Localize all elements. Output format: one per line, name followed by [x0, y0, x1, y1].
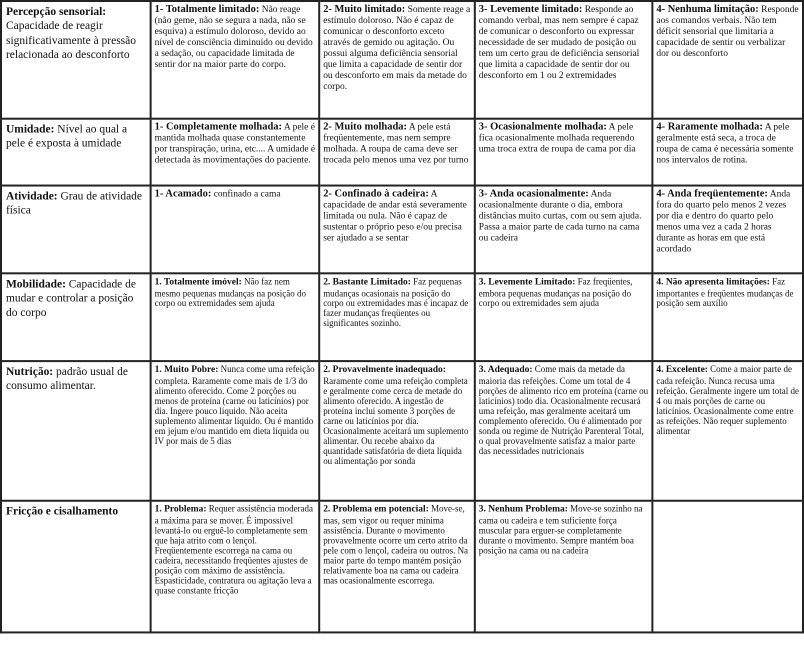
score-description: Raramente come uma refeição completa e geralmente come cerca de metade do alimento oferecido. A ingestão de proteína inclui somente 3 porções de carne ou laticínios por dia. Ocasionalmente aceitará um suplemento alimentar. Ou recebe abaixo da quantidade satisfatória de dieta líquida ou alimentação por sonda: [323, 375, 469, 467]
category-description: Grau de atividade física: [5, 190, 143, 217]
score-title: 3. Levemente Limitado:: [478, 277, 576, 288]
score-cell-4: [652, 273, 803, 361]
score-description: Anda fora do quarto pelo menos 2 vezes por dia e dentro do quarto pelo menos uma vez a cada 2 horas durante as horas em que está acordado: [656, 189, 791, 255]
score-cell-1: [151, 186, 320, 274]
score-title: 2- Muito limitado:: [323, 3, 406, 15]
score-title: 4- Nenhuma limitação:: [656, 3, 759, 15]
score-title: 2. Bastante Limitado:: [323, 277, 411, 288]
score-title: 3- Anda ocasionalmente:: [478, 188, 589, 200]
category-cell: [1, 119, 151, 186]
score-cell-3: [475, 273, 653, 361]
table-row-sensory-perception: [1, 1, 803, 119]
category-description: Capacidade de mudar e controlar a posição do corpo: [5, 278, 136, 319]
score-title: 2. Provavelmente inadequado:: [323, 365, 446, 376]
score-title: 1. Totalmente imóvel:: [154, 277, 242, 288]
score-title: 2- Confinado à cadeira:: [323, 188, 429, 200]
table-row-friction-shear: [1, 501, 803, 633]
score-title: 2- Muito molhada:: [323, 121, 407, 133]
category-name: Fricção e cisalhamento: [5, 505, 119, 518]
score-cell-2: [319, 119, 475, 186]
category-cell: [1, 186, 151, 274]
score-description: A pele é mantida molhada quase constantemente por transpiração, urina, etc.... A umidade é detectada às movimentações do paciente.: [154, 122, 316, 166]
category-cell: [1, 501, 151, 633]
score-description: Responde aos comandos verbais. Não tem déficit sensorial que limitaria a capacidade de sentir ou verbalizar dor ou desconforto: [656, 4, 799, 59]
score-cell-4-empty: [652, 501, 803, 633]
score-title: 4. Não apresenta limitações:: [656, 277, 770, 288]
table-row-nutrition: [1, 361, 803, 501]
table-row-moisture: [1, 119, 803, 186]
score-title: 3- Ocasionalmente molhada:: [478, 121, 607, 133]
score-description: Faz importantes e freqüentes mudanças de posição sem auxílio: [656, 276, 794, 308]
score-title: 2. Problema em potencial:: [323, 504, 429, 515]
score-description: Responde ao comando verbal, mas nem sempre é capaz de comunicar o desconforto ou expressar necessidade de ser mudado de posição ou tem um certo grau de deficiência sensorial que limita a capacidade de sentir dor ou desconforto em 1 ou 2 extremidades: [478, 4, 640, 81]
score-cell-1: [151, 119, 320, 186]
score-cell-2: [319, 501, 475, 633]
score-cell-4: [652, 186, 803, 274]
score-cell-2: [319, 186, 475, 274]
score-cell-1: [151, 501, 320, 633]
category-cell: [1, 361, 151, 501]
score-title: 3. Adequado:: [478, 365, 533, 376]
category-cell: [1, 273, 151, 361]
score-title: 1- Totalmente limitado:: [154, 3, 260, 15]
category-name: Nutrição:: [5, 366, 54, 379]
category-description: Nível ao qual a pele é exposta à umidade: [5, 123, 128, 151]
score-description: Come mais da metade da maioria das refeições. Come um total de 4 porções de alimento rico em proteína (carne ou laticínios) todo dia. Ocasionalmente recusará uma refeição, mas geralmente aceitará um complemento oferecido. Ou é alimentado por sonda ou regime de Nutrição Parenteral Total, o qual provavelmente satisfaz a maior parte das necessidades nutricionais: [478, 364, 649, 457]
score-cell-1: [151, 361, 320, 501]
category-name: Mobilidade:: [5, 278, 66, 291]
score-title: 4- Raramente molhada:: [656, 121, 763, 133]
score-description: Faz freqüentes, embora pequenas mudanças na posição do corpo ou extremidades sem ajuda: [478, 276, 633, 308]
category-name: Umidade:: [5, 123, 55, 136]
score-cell-2: [319, 1, 475, 119]
score-description: confinado a cama: [213, 189, 281, 200]
score-cell-3: [475, 501, 653, 633]
score-description: A pele está freqüentemente, mas nem sempre molhada. A roupa de cama deve ser trocada pelo menos uma vez por turno: [323, 122, 469, 166]
score-cell-3: [475, 119, 653, 186]
score-description: Requer assistência moderada a máxima para se mover. É impossível levantá-lo ou erguê-lo completamente sem que haja atrito com o lençol. Freqüentemente escorrega na cama ou cadeira, necessitando freqüentes ajustes de posição com máximo de assistência. Espasticidade, contratura ou agitação leva a quase constante fricção: [154, 503, 314, 596]
score-description: Come a maior parte de cada refeição. Nunca recusa uma refeição. Geralmente ingere um total de 4 ou mais porções de carne ou laticínios. Ocasionalmente come entre as refeições. Não requer suplemento alimentar: [656, 364, 799, 436]
score-cell-3: [475, 186, 653, 274]
score-cell-1: [151, 1, 320, 119]
score-title: 1- Completamente molhada:: [154, 121, 283, 133]
score-cell-4: [652, 119, 803, 186]
score-cell-2: [319, 361, 475, 501]
score-description: A pele geralmente está seca, a troca de roupa de cama é necessária somente nos intervalos de rotina.: [656, 122, 794, 166]
category-description: Capacidade de reagir significativamente à pressão relacionada ao desconforto: [5, 20, 136, 61]
score-title: 3. Nenhum Problema:: [478, 504, 568, 515]
score-description: Move-se sozinho na cama ou cadeira e tem suficiente força muscular para erguer-se completamente durante o movimento. Sempre mantém boa posição na cama ou na cadeira: [478, 503, 643, 556]
score-cell-3: [475, 361, 653, 501]
table-row-activity: [1, 186, 803, 274]
table-row-mobility: [1, 273, 803, 361]
score-cell-4: [652, 1, 803, 119]
category-cell: [1, 1, 151, 119]
score-description: Nunca come uma refeição completa. Raramente come mais de 1/3 do alimento oferecido. Come 2 porções ou menos de proteína (carne ou laticínios) por dia. Ingere pouco líquido. Não aceita suplemento alimentar líquido. Ou é mantido em jejum e/ou mantido em dieta líquida ou IV por mais de 5 dias: [154, 364, 315, 446]
score-description: Move-se, mas, sem vigor ou requer mínima assistência. Durante o movimento provavelmente ocorre um certo atrito da pele com o lençol, cadeira ou outros. Na maior parte do tempo mantém posição relativamente boa na cama ou cadeira mas ocasionalmente escorrega.: [323, 503, 469, 586]
score-cell-2: [319, 273, 475, 361]
score-title: 4- Anda freqüentemente:: [656, 188, 768, 200]
category-name: Percepção sensorial:: [5, 5, 107, 18]
score-cell-3: [475, 1, 653, 119]
category-name: Atividade:: [5, 190, 58, 203]
category-description: padrão usual de consumo alimentar.: [5, 366, 128, 393]
score-title: 3- Levemente limitado:: [478, 3, 583, 15]
score-description: Anda ocasionalmente durante o dia, embora distâncias muito curtas, com ou sem ajuda. Passa a maior parte de cada turno na cama ou cadeira: [478, 189, 642, 244]
score-title: 1- Acamado:: [154, 188, 212, 200]
score-cell-4: [652, 361, 803, 501]
score-description: A capacidade de andar está severamente limitada ou nula. Não é capaz de sustentar o próprio peso e/ou precisa ser ajudado a se sentar: [323, 189, 467, 244]
score-title: 1. Problema:: [154, 504, 207, 515]
score-title: 4. Excelente:: [656, 365, 708, 376]
score-title: 1. Muito Pobre:: [154, 365, 219, 376]
score-description: Somente reage a estímulo doloroso. Não é capaz de comunicar o desconforto exceto através de gemido ou agitação. Ou possui alguma deficiência sensorial que limita a capacidade de sentir dor ou desconforto em mais da metade do corpo.: [323, 4, 471, 92]
score-description: Faz pequenas mudanças ocasionais na posição do corpo ou extremidades mas é incapaz de fazer mudanças freqüentes ou significantes sozinho.: [323, 276, 469, 329]
score-description: Não faz nem mesmo pequenas mudanças na posição do corpo ou extremidades sem ajuda: [154, 276, 306, 308]
score-cell-1: [151, 273, 320, 361]
score-description: A pele fica ocasionalmente molhada requerendo uma troca extra de roupa de cama por dia: [478, 122, 636, 155]
score-description: Não reage (não geme, não se segura a nada, não se esquiva) a estímulo doloroso, devido ao nível de consciência diminuído ou devido a sedação, ou capacidade limitada de sentir dor na maior parte do corpo.: [154, 4, 313, 70]
